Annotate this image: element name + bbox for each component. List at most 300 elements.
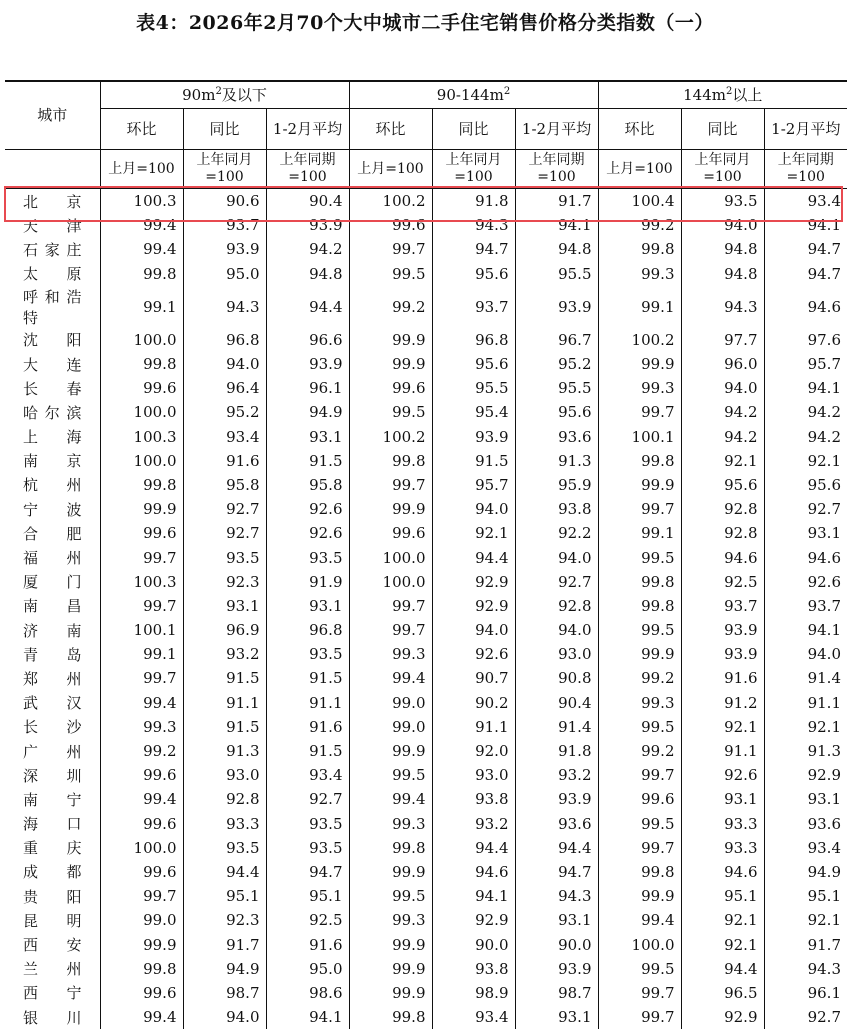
- index-value: 99.9: [598, 473, 681, 497]
- index-value: 93.8: [432, 957, 515, 981]
- index-value: 95.1: [764, 884, 847, 908]
- index-value: 94.9: [183, 957, 266, 981]
- index-value: 93.9: [183, 237, 266, 261]
- index-value: 99.1: [100, 286, 183, 328]
- index-value: 99.6: [349, 213, 432, 237]
- index-value: 90.0: [515, 932, 598, 956]
- index-value: 94.4: [183, 860, 266, 884]
- index-value: 91.1: [681, 739, 764, 763]
- index-value: 93.6: [764, 812, 847, 836]
- index-value: 99.5: [598, 957, 681, 981]
- index-value: 96.5: [681, 981, 764, 1005]
- index-value: 94.2: [681, 400, 764, 424]
- index-value: 99.9: [598, 352, 681, 376]
- base-header-prev-year-period: 上年同期=100: [764, 150, 847, 189]
- index-value: 99.0: [100, 908, 183, 932]
- index-value: 99.4: [100, 1005, 183, 1029]
- index-value: 94.1: [515, 213, 598, 237]
- table-row: [5, 400, 847, 424]
- index-value: 94.8: [515, 237, 598, 261]
- sub-header-mom: 环比: [100, 109, 183, 150]
- index-value: 96.8: [183, 328, 266, 352]
- table-row: [5, 957, 847, 981]
- index-value: 93.4: [266, 763, 349, 787]
- index-value: 95.7: [432, 473, 515, 497]
- index-value: 99.8: [100, 473, 183, 497]
- index-value: 96.1: [266, 376, 349, 400]
- city-name: 合肥: [5, 521, 100, 545]
- base-header-row: [5, 150, 847, 189]
- index-value: 93.4: [183, 425, 266, 449]
- index-value: 93.5: [266, 545, 349, 569]
- index-value: 99.8: [349, 449, 432, 473]
- index-value: 100.2: [349, 425, 432, 449]
- table-row: [5, 352, 847, 376]
- index-value: 95.7: [764, 352, 847, 376]
- index-value: 97.6: [764, 328, 847, 352]
- index-value: 93.1: [764, 521, 847, 545]
- index-value: 93.9: [515, 787, 598, 811]
- index-value: 93.9: [681, 642, 764, 666]
- index-value: 94.2: [266, 237, 349, 261]
- index-value: 99.6: [100, 981, 183, 1005]
- index-value: 98.7: [515, 981, 598, 1005]
- index-value: 93.5: [266, 642, 349, 666]
- index-value: 93.7: [432, 286, 515, 328]
- index-value: 100.1: [598, 425, 681, 449]
- base-header-prev-year-period: 上年同期=100: [515, 150, 598, 189]
- index-value: 99.8: [100, 262, 183, 286]
- index-value: 96.1: [764, 981, 847, 1005]
- table-row: [5, 570, 847, 594]
- table-row: [5, 787, 847, 811]
- index-value: 94.2: [764, 425, 847, 449]
- index-value: 91.5: [266, 666, 349, 690]
- index-value: 94.7: [266, 860, 349, 884]
- index-value: 99.9: [349, 860, 432, 884]
- index-value: 93.9: [681, 618, 764, 642]
- index-value: 94.4: [681, 957, 764, 981]
- index-value: 91.5: [266, 449, 349, 473]
- index-value: 99.6: [100, 763, 183, 787]
- index-value: 91.2: [681, 691, 764, 715]
- table-row: [5, 1005, 847, 1029]
- index-value: 94.9: [266, 400, 349, 424]
- index-value: 95.4: [432, 400, 515, 424]
- index-value: 99.3: [349, 812, 432, 836]
- index-value: 99.5: [598, 545, 681, 569]
- base-header-prev-year-month: 上年同月=100: [681, 150, 764, 189]
- index-value: 96.8: [266, 618, 349, 642]
- index-value: 92.8: [681, 521, 764, 545]
- index-value: 92.1: [681, 908, 764, 932]
- index-value: 92.8: [681, 497, 764, 521]
- index-value: 93.4: [764, 189, 847, 214]
- index-value: 99.4: [349, 666, 432, 690]
- index-value: 93.4: [432, 1005, 515, 1029]
- index-value: 99.3: [349, 642, 432, 666]
- index-value: 99.9: [598, 884, 681, 908]
- index-value: 99.6: [100, 860, 183, 884]
- index-value: 92.1: [764, 908, 847, 932]
- table-row: [5, 666, 847, 690]
- index-value: 92.5: [266, 908, 349, 932]
- index-value: 93.8: [515, 497, 598, 521]
- index-value: 94.6: [764, 286, 847, 328]
- index-value: 94.0: [183, 352, 266, 376]
- index-value: 94.0: [432, 497, 515, 521]
- index-value: 100.0: [100, 836, 183, 860]
- index-value: 99.3: [598, 376, 681, 400]
- index-value: 99.8: [100, 352, 183, 376]
- table-row: [5, 932, 847, 956]
- index-value: 92.2: [515, 521, 598, 545]
- index-value: 92.0: [432, 739, 515, 763]
- index-value: 100.0: [349, 545, 432, 569]
- index-value: 93.1: [266, 594, 349, 618]
- city-name: 杭州: [5, 473, 100, 497]
- index-value: 96.8: [432, 328, 515, 352]
- index-value: 92.1: [681, 715, 764, 739]
- index-value: 99.4: [100, 213, 183, 237]
- index-value: 92.6: [764, 570, 847, 594]
- city-name: 太原: [5, 262, 100, 286]
- index-value: 100.2: [598, 328, 681, 352]
- index-value: 95.5: [432, 376, 515, 400]
- index-value: 95.6: [432, 352, 515, 376]
- index-value: 95.5: [515, 376, 598, 400]
- index-value: 91.7: [764, 932, 847, 956]
- index-value: 92.9: [432, 570, 515, 594]
- table-row: [5, 237, 847, 261]
- index-value: 99.5: [349, 400, 432, 424]
- sub-header-yoy: 同比: [183, 109, 266, 150]
- index-value: 91.6: [183, 449, 266, 473]
- index-value: 94.0: [681, 213, 764, 237]
- table-row: [5, 642, 847, 666]
- index-value: 100.0: [598, 932, 681, 956]
- city-name: 大连: [5, 352, 100, 376]
- city-name: 厦门: [5, 570, 100, 594]
- table-row: [5, 715, 847, 739]
- index-value: 95.5: [515, 262, 598, 286]
- index-value: 99.8: [349, 836, 432, 860]
- index-value: 99.0: [349, 715, 432, 739]
- index-value: 99.5: [349, 884, 432, 908]
- city-name: 长春: [5, 376, 100, 400]
- city-name: 广州: [5, 739, 100, 763]
- index-value: 99.9: [100, 932, 183, 956]
- index-value: 94.0: [515, 545, 598, 569]
- index-value: 100.0: [100, 400, 183, 424]
- city-name: 郑州: [5, 666, 100, 690]
- index-value: 99.5: [598, 715, 681, 739]
- table-row: [5, 836, 847, 860]
- index-value: 99.3: [349, 908, 432, 932]
- city-name: 青岛: [5, 642, 100, 666]
- index-value: 99.6: [100, 376, 183, 400]
- city-name: 北京: [5, 189, 100, 214]
- index-value: 93.5: [266, 812, 349, 836]
- index-value: 90.2: [432, 691, 515, 715]
- index-value: 92.1: [432, 521, 515, 545]
- city-name: 深圳: [5, 763, 100, 787]
- index-value: 99.5: [598, 812, 681, 836]
- table-row: [5, 981, 847, 1005]
- index-value: 93.1: [681, 787, 764, 811]
- index-value: 92.6: [266, 521, 349, 545]
- table-row: [5, 860, 847, 884]
- index-value: 93.6: [515, 812, 598, 836]
- index-value: 99.2: [598, 739, 681, 763]
- city-name: 成都: [5, 860, 100, 884]
- index-value: 94.3: [515, 884, 598, 908]
- index-value: 99.7: [598, 763, 681, 787]
- index-value: 100.0: [349, 570, 432, 594]
- index-value: 96.7: [515, 328, 598, 352]
- index-value: 95.1: [681, 884, 764, 908]
- highlight-box: [4, 186, 843, 222]
- index-value: 93.3: [681, 836, 764, 860]
- index-value: 99.4: [100, 691, 183, 715]
- index-value: 92.7: [515, 570, 598, 594]
- index-value: 91.3: [515, 449, 598, 473]
- index-value: 92.1: [764, 715, 847, 739]
- city-column-header: 城市: [5, 81, 100, 150]
- index-value: 94.7: [764, 237, 847, 261]
- index-value: 99.8: [598, 237, 681, 261]
- index-value: 99.6: [100, 521, 183, 545]
- index-value: 99.7: [349, 618, 432, 642]
- index-value: 99.1: [598, 286, 681, 328]
- index-value: 99.2: [349, 286, 432, 328]
- index-value: 93.9: [266, 213, 349, 237]
- index-value: 91.7: [515, 189, 598, 214]
- city-name: 石家庄: [5, 237, 100, 261]
- index-value: 100.4: [598, 189, 681, 214]
- city-name: 南宁: [5, 787, 100, 811]
- table-row: [5, 594, 847, 618]
- index-value: 93.7: [764, 594, 847, 618]
- index-value: 92.7: [266, 787, 349, 811]
- index-value: 99.9: [598, 642, 681, 666]
- index-value: 96.6: [266, 328, 349, 352]
- index-value: 99.8: [598, 594, 681, 618]
- index-value: 100.3: [100, 570, 183, 594]
- index-value: 90.4: [515, 691, 598, 715]
- index-value: 99.7: [598, 400, 681, 424]
- index-value: 94.1: [764, 376, 847, 400]
- index-value: 99.7: [349, 594, 432, 618]
- table-row: [5, 425, 847, 449]
- index-value: 91.3: [764, 739, 847, 763]
- index-value: 94.0: [432, 618, 515, 642]
- index-value: 99.8: [598, 570, 681, 594]
- index-value: 94.8: [681, 262, 764, 286]
- index-value: 94.3: [681, 286, 764, 328]
- table-row: [5, 618, 847, 642]
- index-value: 99.7: [598, 497, 681, 521]
- index-value: 95.6: [764, 473, 847, 497]
- index-value: 99.0: [349, 691, 432, 715]
- index-value: 94.0: [681, 376, 764, 400]
- index-value: 99.8: [598, 449, 681, 473]
- index-value: 100.0: [100, 449, 183, 473]
- index-value: 90.7: [432, 666, 515, 690]
- city-name: 济南: [5, 618, 100, 642]
- index-value: 93.0: [183, 763, 266, 787]
- index-value: 98.9: [432, 981, 515, 1005]
- sub-header-mom: 环比: [349, 109, 432, 150]
- index-value: 95.2: [183, 400, 266, 424]
- index-value: 99.8: [349, 1005, 432, 1029]
- index-value: 100.1: [100, 618, 183, 642]
- index-value: 100.3: [100, 425, 183, 449]
- city-name: 重庆: [5, 836, 100, 860]
- group-header-small: $90m^2$及以下: [100, 81, 349, 109]
- city-name: 兰州: [5, 957, 100, 981]
- index-value: 94.4: [432, 545, 515, 569]
- table-row: [5, 286, 847, 328]
- index-value: 99.4: [598, 908, 681, 932]
- index-value: 91.7: [183, 932, 266, 956]
- table-row: [5, 812, 847, 836]
- index-value: 95.8: [183, 473, 266, 497]
- index-value: 94.7: [432, 237, 515, 261]
- base-header-spacer: [5, 150, 100, 189]
- city-name: 呼和浩特: [5, 286, 100, 328]
- city-name: 上海: [5, 425, 100, 449]
- index-value: 94.0: [764, 642, 847, 666]
- index-value: 91.1: [266, 691, 349, 715]
- index-value: 93.4: [764, 836, 847, 860]
- index-value: 92.6: [266, 497, 349, 521]
- index-value: 99.9: [349, 981, 432, 1005]
- index-value: 99.6: [598, 787, 681, 811]
- index-value: 99.9: [100, 497, 183, 521]
- sub-header-yoy: 同比: [681, 109, 764, 150]
- index-value: 95.6: [681, 473, 764, 497]
- index-value: 92.7: [764, 1005, 847, 1029]
- index-value: 99.5: [349, 262, 432, 286]
- index-value: 93.8: [432, 787, 515, 811]
- index-value: 91.1: [183, 691, 266, 715]
- index-value: 92.9: [432, 594, 515, 618]
- index-value: 99.4: [100, 237, 183, 261]
- index-value: 99.7: [598, 981, 681, 1005]
- index-value: 99.6: [349, 376, 432, 400]
- index-value: 93.6: [515, 425, 598, 449]
- table-row: [5, 691, 847, 715]
- index-value: 90.8: [515, 666, 598, 690]
- index-value: 91.6: [681, 666, 764, 690]
- index-value: 99.1: [100, 642, 183, 666]
- index-value: 91.3: [183, 739, 266, 763]
- index-value: 99.1: [598, 521, 681, 545]
- index-value: 92.3: [183, 570, 266, 594]
- index-value: 91.4: [764, 666, 847, 690]
- index-value: 91.6: [266, 715, 349, 739]
- table-row: [5, 545, 847, 569]
- index-value: 99.4: [100, 787, 183, 811]
- index-value: 91.6: [266, 932, 349, 956]
- base-header-prev-month: 上月=100: [100, 150, 183, 189]
- index-value: 94.6: [681, 545, 764, 569]
- index-value: 99.7: [100, 666, 183, 690]
- index-value: 92.7: [183, 497, 266, 521]
- table-row: [5, 376, 847, 400]
- price-index-table: [5, 80, 847, 1029]
- index-value: 94.8: [266, 262, 349, 286]
- index-value: 92.7: [183, 521, 266, 545]
- base-header-prev-year-month: 上年同月=100: [183, 150, 266, 189]
- index-value: 94.6: [764, 545, 847, 569]
- city-name: 银川: [5, 1005, 100, 1029]
- city-name: 宁波: [5, 497, 100, 521]
- index-value: 93.2: [515, 763, 598, 787]
- index-value: 92.6: [432, 642, 515, 666]
- index-value: 93.0: [515, 642, 598, 666]
- index-value: 95.6: [432, 262, 515, 286]
- index-value: 94.3: [183, 286, 266, 328]
- index-value: 99.8: [598, 860, 681, 884]
- index-value: 99.7: [100, 884, 183, 908]
- index-value: 94.0: [515, 618, 598, 642]
- index-value: 90.4: [266, 189, 349, 214]
- city-name: 长沙: [5, 715, 100, 739]
- index-value: 94.2: [764, 400, 847, 424]
- index-value: 94.6: [432, 860, 515, 884]
- index-value: 99.9: [349, 739, 432, 763]
- index-value: 94.0: [183, 1005, 266, 1029]
- table-body: [5, 189, 847, 1029]
- city-name: 南昌: [5, 594, 100, 618]
- index-value: 93.5: [183, 836, 266, 860]
- group-header-large: $144m^2$以上: [598, 81, 847, 109]
- index-value: 94.3: [764, 957, 847, 981]
- index-value: 93.5: [266, 836, 349, 860]
- table-row: [5, 262, 847, 286]
- index-value: 95.0: [183, 262, 266, 286]
- index-value: 95.6: [515, 400, 598, 424]
- index-value: 99.3: [100, 715, 183, 739]
- index-value: 93.9: [515, 957, 598, 981]
- sub-header-avg: 1-2月平均: [764, 109, 847, 150]
- index-value: 94.1: [764, 618, 847, 642]
- index-value: 94.1: [432, 884, 515, 908]
- index-value: 90.6: [183, 189, 266, 214]
- index-value: 91.5: [183, 666, 266, 690]
- index-value: 94.3: [432, 213, 515, 237]
- index-value: 96.4: [183, 376, 266, 400]
- index-value: 92.8: [515, 594, 598, 618]
- table-row: [5, 908, 847, 932]
- table-row: [5, 521, 847, 545]
- index-value: 93.2: [183, 642, 266, 666]
- city-name: 哈尔滨: [5, 400, 100, 424]
- index-value: 99.8: [100, 957, 183, 981]
- index-value: 93.5: [681, 189, 764, 214]
- index-value: 99.5: [598, 618, 681, 642]
- index-value: 94.8: [681, 237, 764, 261]
- index-value: 99.5: [349, 763, 432, 787]
- index-value: 93.9: [266, 352, 349, 376]
- index-value: 94.1: [764, 213, 847, 237]
- index-value: 97.7: [681, 328, 764, 352]
- index-value: 93.7: [183, 213, 266, 237]
- index-value: 93.9: [515, 286, 598, 328]
- index-value: 99.7: [598, 1005, 681, 1029]
